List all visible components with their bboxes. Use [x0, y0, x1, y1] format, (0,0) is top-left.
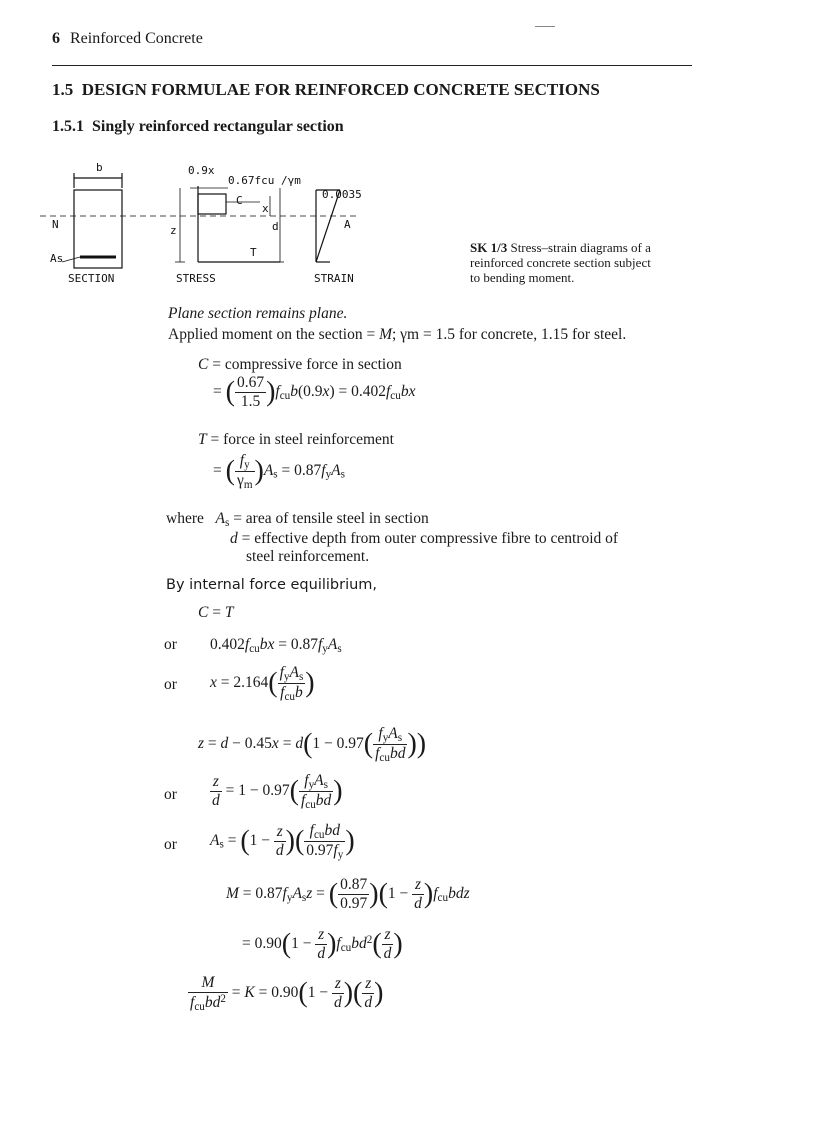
caption-line-1: Stress–strain diagrams of a — [510, 240, 651, 255]
section-number: 1.5 — [52, 80, 74, 99]
stress-strain-figure — [40, 158, 460, 293]
applied-prefix: Applied moment on the section = — [168, 326, 380, 343]
equation-z: z = d − 0.45x = d(1 − 0.97( $\frac{f_yA_s}{f_{cu}bd}$ )) — [198, 725, 427, 764]
where-d-line: d = effective depth from outer compressive fibre to centroid of — [230, 530, 619, 547]
equilibrium-line: By internal force equilibrium, — [166, 577, 378, 593]
caption-line-3: to bending moment. — [470, 270, 575, 285]
label-a: A — [344, 218, 351, 231]
or-label-2: or — [164, 676, 177, 693]
where-word: where — [166, 510, 204, 527]
c-definition: C = compressive force in section — [198, 356, 402, 373]
equation-as: $A_s = (1$ − $\frac{z}{d}$ )( $\frac{f_{cu}bd}{0.97f_y}$ ) — [210, 822, 355, 861]
equation-c-equals-t: C = T — [198, 604, 234, 621]
applied-suffix: ; γm = 1.5 for concrete, 1.15 for steel. — [392, 326, 627, 343]
label-d: d — [272, 220, 279, 233]
equation-m-simplified: = 0.90(1 − $\frac{z}{d}$ )$f_{cu}bd^2$( $\frac{z}{d}$ ) — [242, 926, 403, 962]
equation-force-balance: $0.402f_{cu}bx = 0.87f_yA_s$ — [210, 636, 342, 655]
figure-caption — [470, 240, 651, 285]
running-title: Reinforced Concrete — [70, 30, 203, 47]
label-section: SECTION — [68, 272, 115, 285]
applied-m: M — [379, 326, 392, 343]
or-label-4: or — [164, 836, 177, 853]
section-heading: DESIGN FORMULAE FOR REINFORCED CONCRETE SECTIONS — [81, 80, 600, 99]
d-def-continued: steel reinforcement. — [246, 548, 370, 565]
label-c: C — [236, 194, 243, 207]
c-eq-denominator: 1.5 — [235, 392, 266, 411]
or-label-3: or — [164, 786, 177, 803]
applied-moment-line — [168, 326, 626, 344]
label-strain: STRAIN — [314, 272, 354, 285]
or-label-1: or — [164, 636, 177, 653]
label-z: z — [170, 224, 177, 237]
where-as-line: where $A_s$ = area of tensile steel in section — [166, 510, 429, 529]
t-def-text: = force in steel reinforcement — [210, 431, 394, 448]
label-stress-block: 0.67fcu /γm — [228, 174, 301, 187]
c-def-text: = compressive force in section — [212, 356, 402, 373]
t-definition: T = force in steel reinforcement — [198, 431, 394, 448]
page-number: 6 — [52, 30, 60, 47]
subsection-title — [52, 118, 344, 136]
label-stress: STRESS — [176, 272, 216, 285]
label-b: b — [96, 161, 103, 174]
header-rule — [52, 65, 692, 66]
section-title — [52, 80, 600, 100]
caption-line-2: reinforced concrete section subject — [470, 255, 651, 270]
equation-m: $M = 0.87f_yA_sz$ = ( $\frac{0.87}{0.97}$ )(1 − $\frac{z}{d}$ )$f_{cu}bdz$ — [226, 876, 470, 912]
label-09x: 0.9x — [188, 164, 215, 177]
subsection-heading: Singly reinforced rectangular section — [92, 118, 344, 135]
subsection-number: 1.5.1 — [52, 118, 84, 135]
caption-number: SK 1/3 — [470, 240, 508, 255]
running-header — [52, 30, 203, 48]
equation-k: $\frac{M}{f_{cu}bd^2}$ = K = 0.90(1 − $\frac{z}{d}$ )( $\frac{z}{d}$ ) — [190, 974, 384, 1013]
label-t: T — [250, 246, 257, 259]
c-eq-numerator: 0.67 — [236, 374, 265, 391]
equation-x: x = 2.164( $\frac{f_yA_s}{f_{cu}b}$ ) — [210, 664, 315, 703]
as-def-text: = area of tensile steel in section — [233, 510, 429, 527]
label-as: As — [50, 252, 64, 265]
c-equation: = ( $\frac{0.67}{1.5}$ )$f_{cu}b(0.9x) = 0.402f_{cu}bx$ — [213, 374, 416, 410]
t-equation: = ( $\frac{f_y}{\gamma_m}$ )$A_s = 0.87f_yA_s$ — [213, 452, 345, 491]
label-strain-value: 0.0035 — [322, 188, 362, 201]
equation-z-over-d: $\frac{z}{d}$ = 1 − 0.97( $\frac{f_yA_s}{f_{cu}bd}$ ) — [212, 772, 343, 811]
plane-section-note: Plane section remains plane. — [168, 305, 348, 322]
label-x: x — [262, 202, 269, 215]
label-n: N — [52, 218, 59, 231]
top-mark — [535, 26, 555, 27]
d-def-text-1: = effective depth from outer compressive fibre to centroid of — [241, 530, 619, 547]
